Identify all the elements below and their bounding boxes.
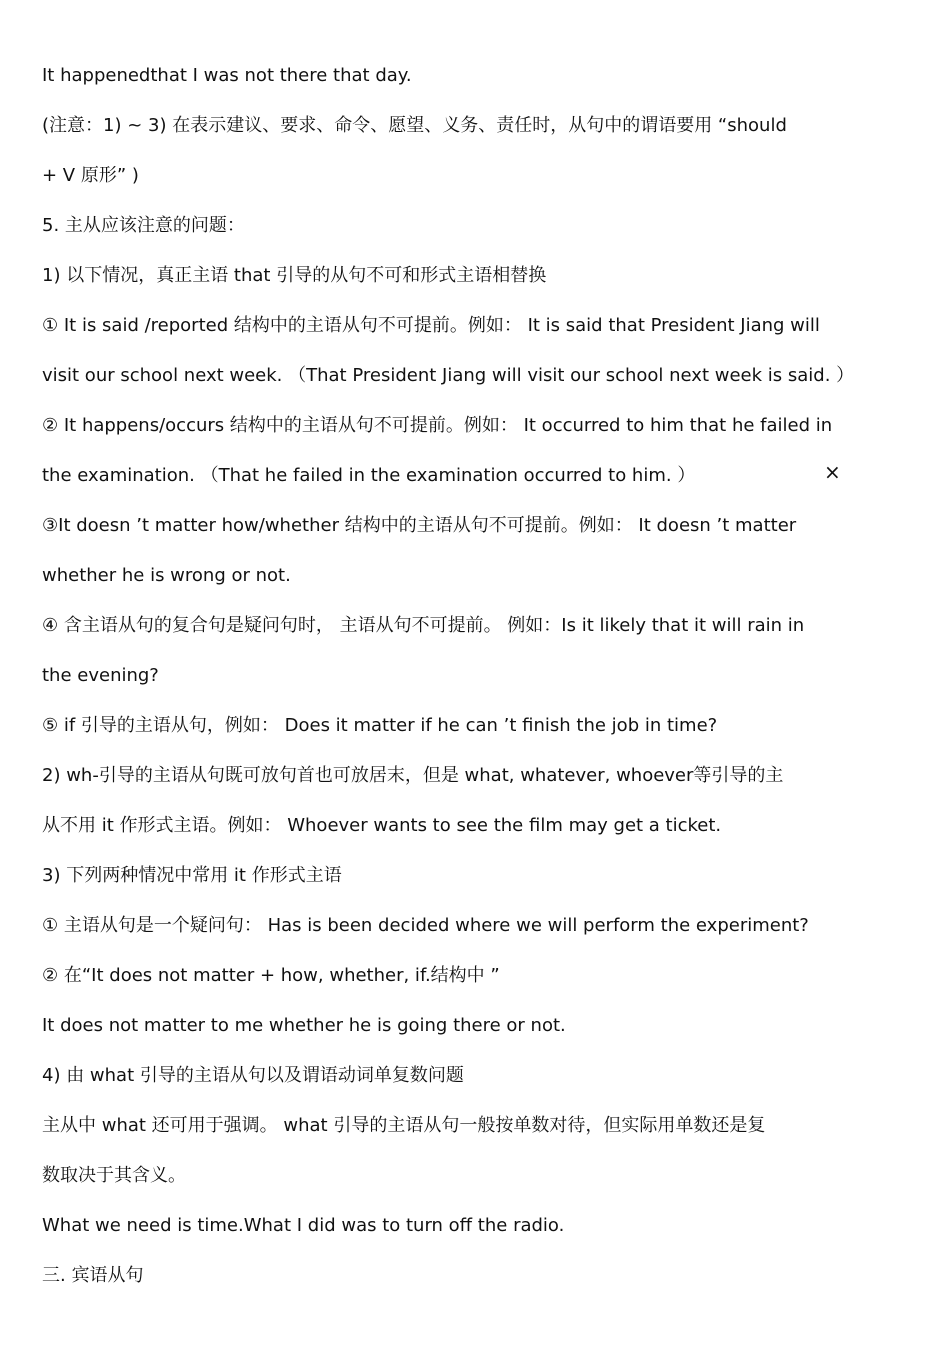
note-line: (注意：1) ~ 3) 在表示建议、要求、命令、愿望、义务、责任时，从句中的谓语要用 “should — [42, 115, 787, 136]
text-line: ① 主语从句是一个疑问句： Has is been decided where we will perform the experiment? — [42, 915, 809, 936]
cross-mark: × — [824, 460, 841, 484]
text-line: ④ 含主语从句的复合句是疑问句时， 主语从句不可提前。 例如：Is it likely that it will rain in — [42, 615, 805, 636]
text-line: It happenedthat I was not there that day. — [42, 65, 412, 86]
subheading: 3) 下列两种情况中常用 it 作形式主语 — [42, 865, 342, 886]
text-line: What we need is time.What I did was to turn off the radio. — [42, 1215, 565, 1236]
text-line: 从不用 it 作形式主语。例如： Whoever wants to see the film may get a ticket. — [42, 815, 722, 836]
text-line: 数取决于其含义。 — [42, 1165, 186, 1186]
text-line: ③It doesn ’t matter how/whether 结构中的主语从句不可提前。例如： It doesn ’t matter — [42, 515, 797, 536]
subheading: 1) 以下情况，真正主语 that 引导的从句不可和形式主语相替换 — [42, 265, 547, 286]
text-line: ⑤ if 引导的主语从句，例如： Does it matter if he can ’t finish the job in time? — [42, 715, 718, 736]
text-line: whether he is wrong or not. — [42, 565, 291, 586]
text-line: 主从中 what 还可用于强调。 what 引导的主语从句一般按单数对待，但实际用单数还是复 — [42, 1115, 766, 1136]
subheading: 4) 由 what 引导的主语从句以及谓语动词单复数问题 — [42, 1065, 464, 1086]
text-line: ② It happens/occurs 结构中的主语从句不可提前。例如： It occurred to him that he failed in — [42, 415, 833, 436]
note-line: + V 原形” ) — [42, 165, 139, 186]
text-line: ② 在“It does not matter + how, whether, if.结构中 ” — [42, 965, 500, 986]
document-body — [42, 58, 942, 1308]
text-line: ① It is said /reported 结构中的主语从句不可提前。例如： It is said that President Jiang will — [42, 315, 820, 336]
subheading: 2) wh-引导的主语从句既可放句首也可放居末，但是 what, whatever, whoever等引导的主 — [42, 765, 784, 786]
section-heading: 5. 主从应该注意的问题： — [42, 215, 245, 236]
text-line: It does not matter to me whether he is going there or not. — [42, 1015, 566, 1036]
text-line: the evening? — [42, 665, 159, 686]
text-line: visit our school next week. （That President Jiang will visit our school next week is said. ） — [42, 365, 855, 386]
section-heading: 三. 宾语从句 — [42, 1265, 144, 1286]
text-line: the examination. （That he failed in the examination occurred to him. ） — [42, 465, 696, 486]
